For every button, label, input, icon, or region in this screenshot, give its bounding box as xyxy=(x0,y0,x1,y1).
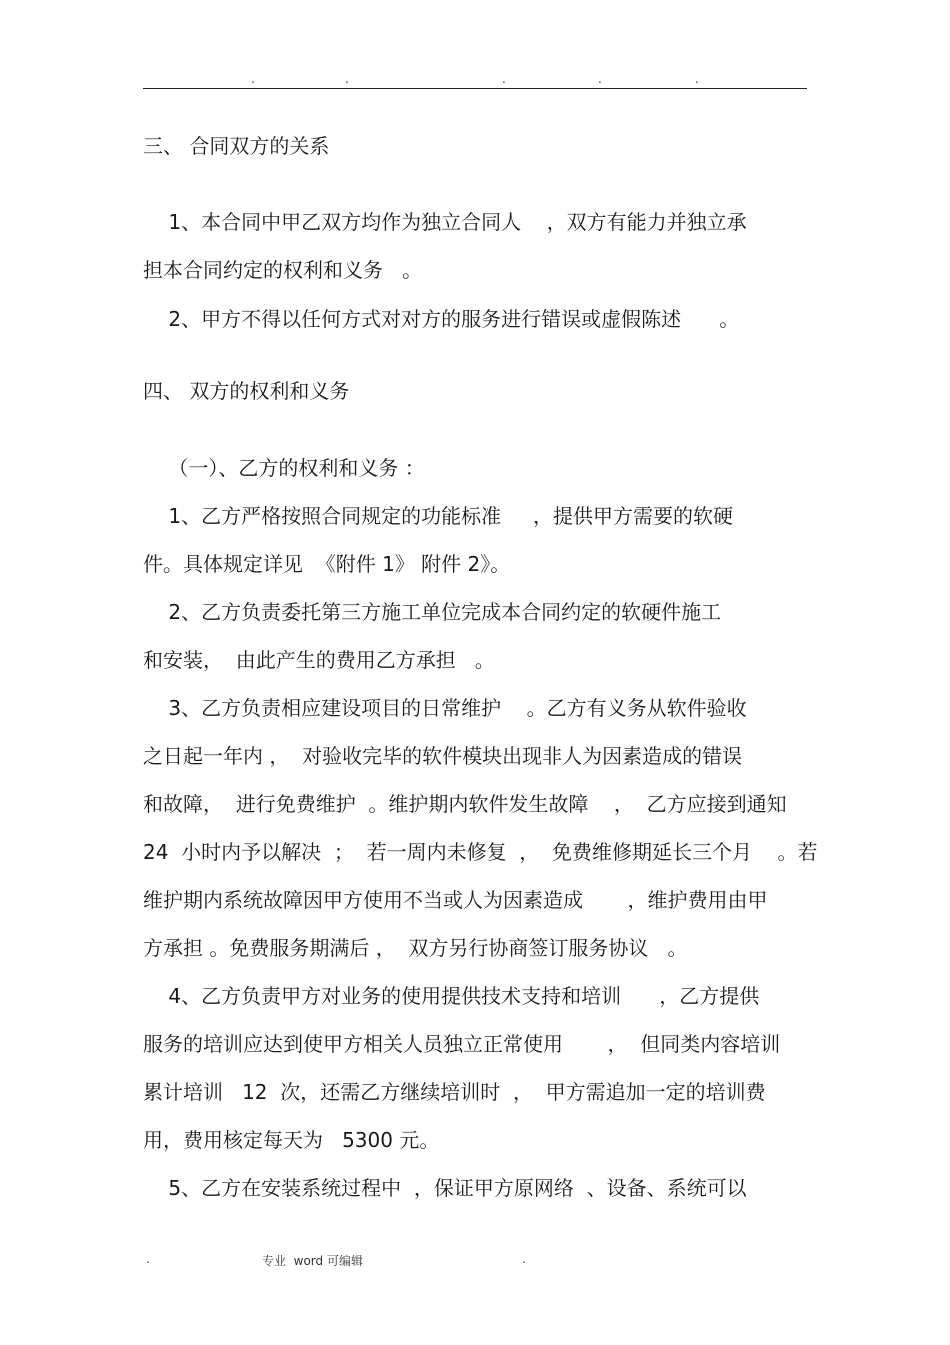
s3-paragraph-line: 担本合同约定的权利和义务 。 xyxy=(143,258,423,282)
header-dot: . xyxy=(502,72,506,86)
s4-paragraph-line: 4、乙方负责甲方对业务的使用提供技术支持和培训 ，乙方提供 xyxy=(143,984,760,1008)
page-footer xyxy=(0,1252,950,1268)
s4-paragraph-line: 24 小时内予以解决 ； 若一周内未修复 ， 免费维修期延长三个月 。若 xyxy=(143,840,818,864)
section-4-title: 四、 双方的权利和义务 xyxy=(143,379,350,403)
header-dot: . xyxy=(345,72,349,86)
s3-paragraph-line: 2、甲方不得以任何方式对对方的服务进行错误或虚假陈述 。 xyxy=(143,307,740,331)
s4-paragraph-line: 5、乙方在安装系统过程中 ，保证甲方原网络 、设备、系统可以 xyxy=(143,1176,747,1200)
s4-subheading: （一）、乙方的权利和义务 ： xyxy=(143,456,425,480)
s4-paragraph-line: 服务的培训应达到使甲方相关人员独立正常使用 ， 但同类内容培训 xyxy=(143,1032,781,1056)
footer-right-dot: . xyxy=(522,1252,526,1266)
s3-paragraph-line: 1、本合同中甲乙双方均作为独立合同人 ，双方有能力并独立承 xyxy=(143,210,747,234)
page-header xyxy=(143,72,807,86)
s4-paragraph-line: 件。具体规定详见 《附件 1》 附件 2》。 xyxy=(143,552,511,576)
s4-paragraph-line: 用，费用核定每天为 5300 元。 xyxy=(143,1128,440,1152)
s4-paragraph-line: 累计培训 12 次，还需乙方继续培训时 ， 甲方需追加一定的培训费 xyxy=(143,1080,766,1104)
s4-paragraph-line: 和安装， 由此产生的费用乙方承担 。 xyxy=(143,648,495,672)
s4-paragraph-line: 3、乙方负责相应建设项目的日常维护 。乙方有义务从软件验收 xyxy=(143,696,747,720)
header-dot: . xyxy=(251,72,255,86)
s4-paragraph-line: 方承担 。免费服务期满后 ， 双方另行协商签订服务协议 。 xyxy=(143,936,688,960)
header-dot: . xyxy=(598,72,602,86)
s4-paragraph-line: 1、乙方严格按照合同规定的功能标准 ，提供甲方需要的软硬 xyxy=(143,504,733,528)
footer-text: 专业 word 可编辑 xyxy=(262,1254,363,1268)
s4-paragraph-line: 2、乙方负责委托第三方施工单位完成本合同约定的软硬件施工 xyxy=(143,600,722,624)
header-dot: . xyxy=(695,72,699,86)
section-3-title: 三、 合同双方的关系 xyxy=(143,134,330,158)
s4-paragraph-line: 之日起一年内 ， 对验收完毕的软件模块出现非人为因素造成的错误 xyxy=(143,744,743,768)
s4-paragraph-line: 和故障， 进行免费维护 。维护期内软件发生故障 ， 乙方应接到通知 xyxy=(143,792,787,816)
header-rule xyxy=(143,88,807,89)
footer-left-dot: . xyxy=(146,1252,150,1266)
s4-paragraph-line: 维护期内系统故障因甲方使用不当或人为因素造成 ，维护费用由甲 xyxy=(143,888,768,912)
